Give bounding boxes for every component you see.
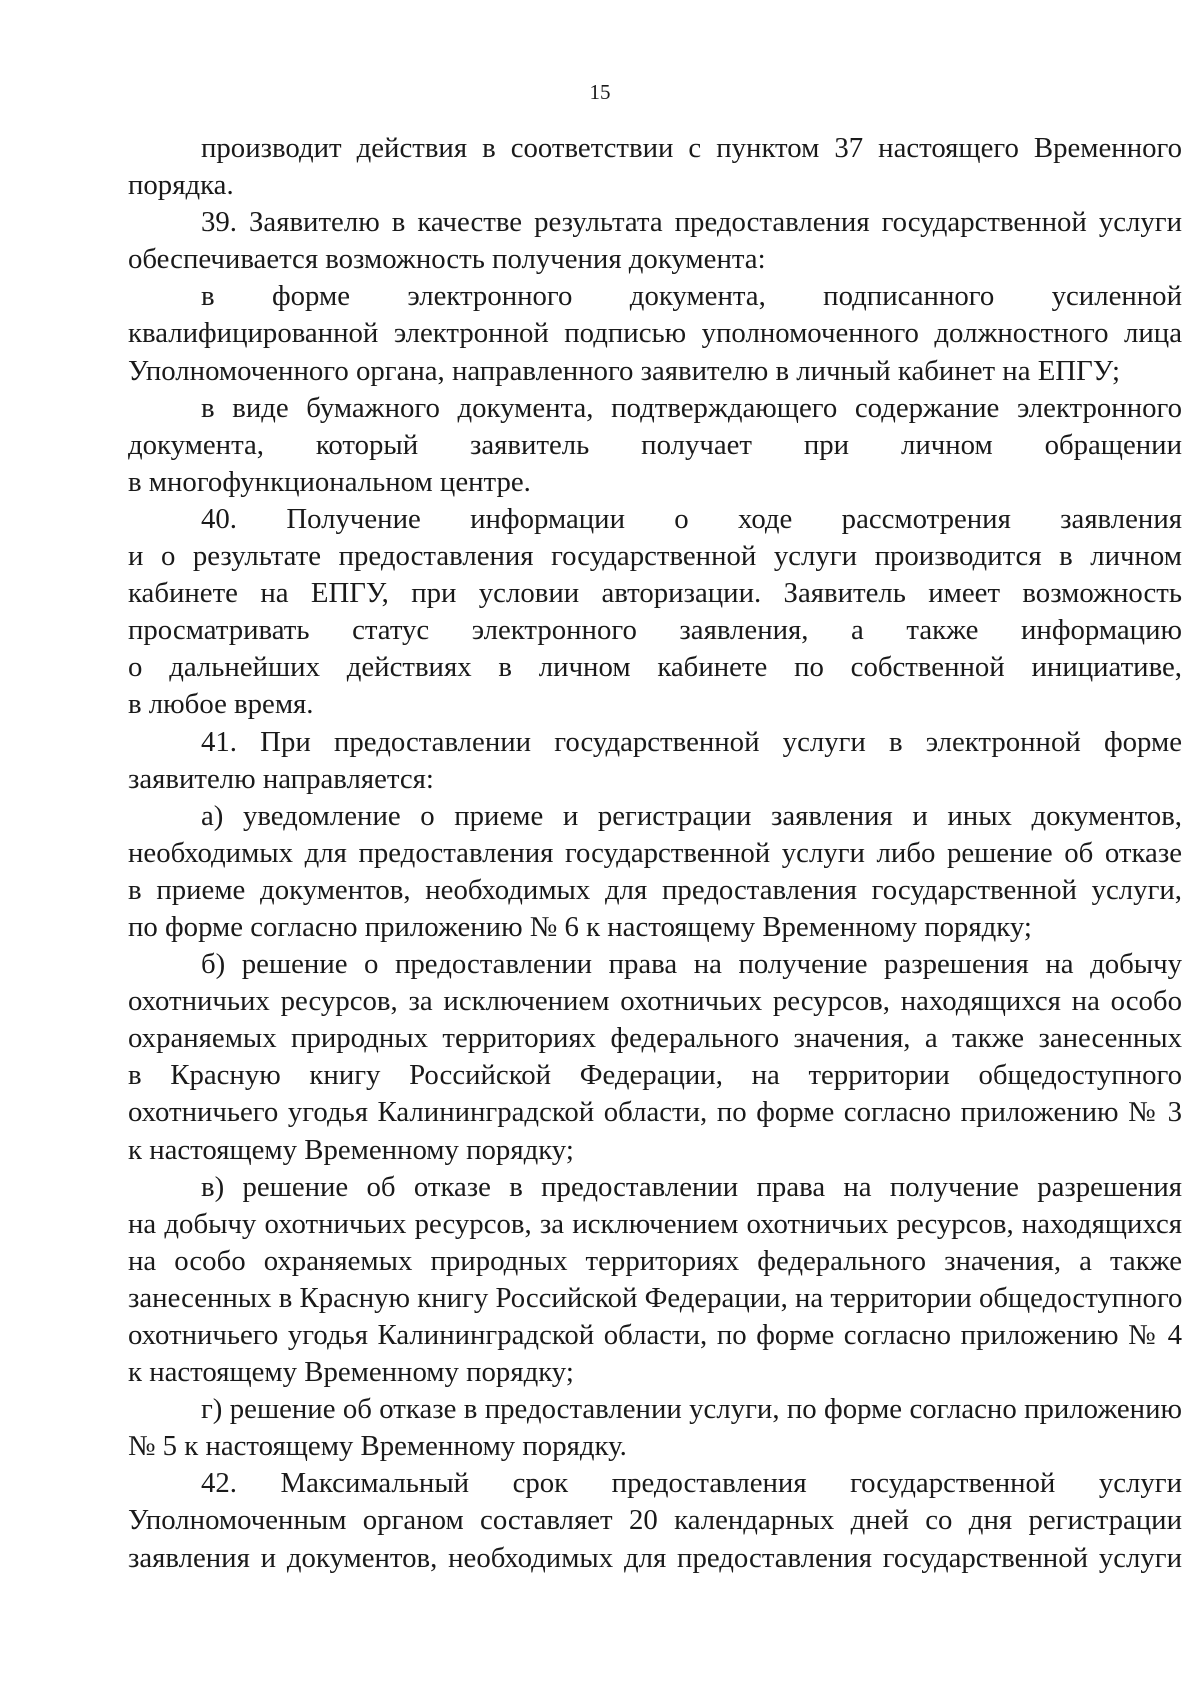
text-line: охраняемых природных территориях федерального значения, а также занесенных — [128, 1022, 1182, 1055]
text-line: а) уведомление о приеме и регистрации заявления и иных документов, — [201, 799, 1182, 832]
text-line: г) решение об отказе в предоставлении услуги, по форме согласно приложению — [201, 1393, 1182, 1426]
text-line: 40. Получение информации о ходе рассмотрения заявления — [201, 502, 1182, 535]
text-line: в виде бумажного документа, подтверждающего содержание электронного — [201, 391, 1182, 424]
text-line: 41. При предоставлении государственной услуги в электронной форме — [201, 725, 1182, 758]
text-line: охотничьего угодья Калининградской области, по форме согласно приложению № 4 — [128, 1319, 1182, 1351]
text-line: необходимых для предоставления государственной услуги либо решение об отказе — [128, 836, 1182, 869]
text-line: в форме электронного документа, подписанного усиленной — [201, 280, 1182, 313]
text-line: Уполномоченным органом составляет 20 календарных дней со дня регистрации — [128, 1504, 1182, 1537]
text-line: о дальнейших действиях в личном кабинете по собственной инициативе, — [128, 651, 1182, 684]
text-line: документа, который заявитель получает при личном обращении — [128, 428, 1182, 461]
text-line: 39. Заявителю в качестве результата предоставления государственной услуги — [201, 206, 1182, 239]
text-line: на добычу охотничьих ресурсов, за исключением охотничьих ресурсов, находящихся — [128, 1207, 1182, 1240]
document-body — [128, 130, 1182, 1577]
text-line: в Красную книгу Российской Федерации, на территории общедоступного — [128, 1059, 1182, 1092]
text-line: по форме согласно приложению № 6 к настоящему Временному порядку; — [128, 910, 1032, 943]
text-line: охотничьих ресурсов, за исключением охотничьих ресурсов, находящихся на особо — [128, 985, 1182, 1018]
text-line: в многофункциональном центре. — [128, 465, 531, 498]
text-line: 42. Максимальный срок предоставления государственной услуги — [201, 1467, 1182, 1500]
text-line: Уполномоченного органа, направленного заявителю в личный кабинет на ЕПГУ; — [128, 354, 1121, 387]
text-line: заявления и документов, необходимых для предоставления государственной услуги — [128, 1541, 1182, 1574]
text-line: № 5 к настоящему Временному порядку. — [128, 1430, 627, 1463]
text-line: к настоящему Временному порядку; — [128, 1356, 574, 1389]
text-line: на особо охраняемых природных территориях федерального значения, а также — [128, 1244, 1182, 1277]
text-line: в приеме документов, необходимых для предоставления государственной услуги, — [128, 873, 1182, 906]
text-line: в любое время. — [128, 688, 314, 721]
text-line: просматривать статус электронного заявления, а также информацию — [128, 614, 1182, 647]
text-line: квалифицированной электронной подписью уполномоченного должностного лица — [128, 317, 1182, 350]
text-line: обеспечивается возможность получения документа: — [128, 243, 766, 276]
text-line: б) решение о предоставлении права на получение разрешения на добычу — [201, 948, 1182, 981]
text-line: в) решение об отказе в предоставлении права на получение разрешения — [201, 1170, 1182, 1203]
text-line: производит действия в соответствии с пунктом 37 настоящего Временного — [201, 132, 1182, 164]
text-line: занесенных в Красную книгу Российской Федерации, на территории общедоступного — [128, 1281, 1183, 1314]
text-line: порядка. — [128, 169, 234, 202]
text-line: охотничьего угодья Калининградской области, по форме согласно приложению № 3 — [128, 1096, 1182, 1129]
text-line: к настоящему Временному порядку; — [128, 1133, 574, 1166]
text-line: кабинете на ЕПГУ, при условии авторизации. Заявитель имеет возможность — [128, 577, 1182, 610]
text-line: заявителю направляется: — [128, 762, 434, 795]
page-number: 15 — [589, 80, 611, 104]
text-line: и о результате предоставления государственной услуги производится в личном — [128, 540, 1182, 573]
